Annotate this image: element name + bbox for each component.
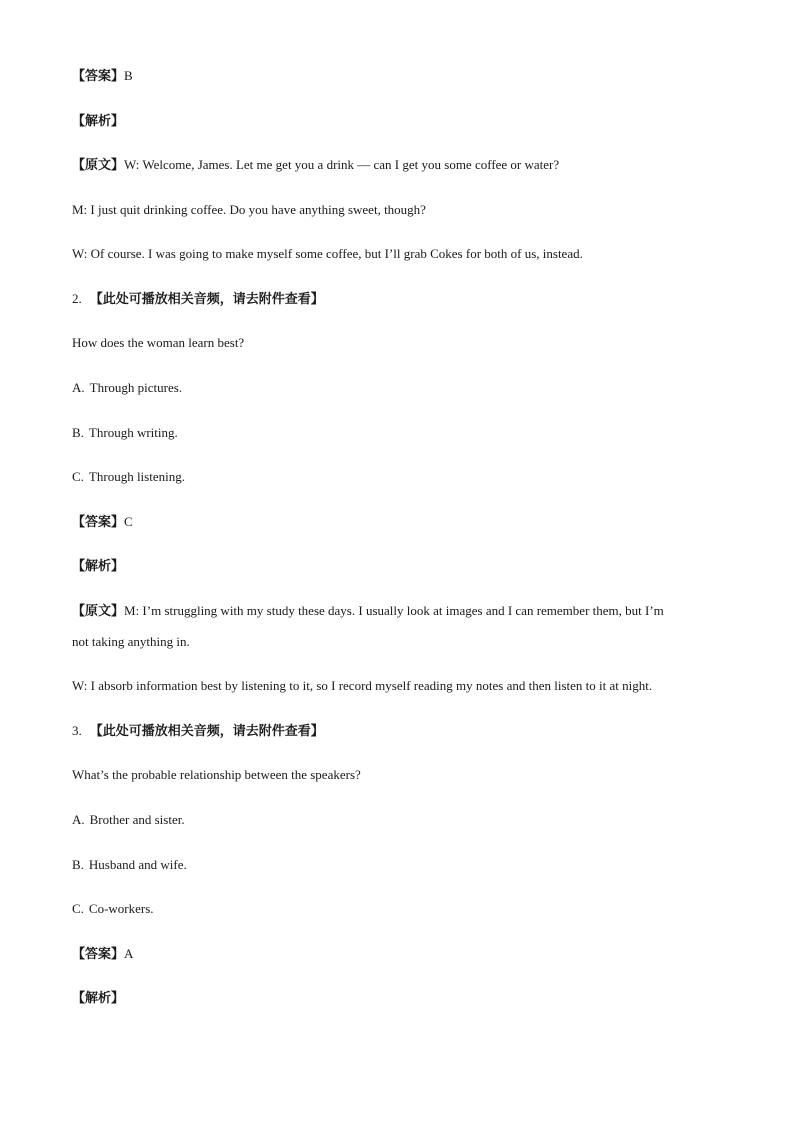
q3-option-b-text: Husband and wife.	[88, 857, 187, 872]
q2-original-text-3: W: I absorb information best by listening to it, so I record myself reading my notes and then listen to it at night.	[72, 678, 653, 693]
q2-answer-line	[72, 514, 732, 531]
q2-option-a-text: Through pictures.	[89, 380, 183, 395]
answer-label: 【答案】	[72, 515, 125, 530]
q2-number: 2.	[72, 291, 82, 306]
q3-option-a	[72, 812, 732, 828]
q2-answer-value: C	[124, 514, 133, 529]
q1-original-line-3	[72, 246, 732, 262]
original-label: 【原文】	[72, 604, 125, 619]
q1-original-line-2	[72, 202, 732, 218]
q1-answer-line	[72, 68, 732, 85]
q3-analysis-line	[72, 990, 732, 1007]
q2-option-c-text: Through listening.	[88, 469, 185, 484]
q2-option-c-letter: C.	[72, 469, 84, 484]
q3-question-text: What’s the probable relationship between the speakers?	[72, 767, 361, 782]
q1-original-text-2: M: I just quit drinking coffee. Do you have anything sweet, though?	[72, 202, 426, 217]
q3-number: 3.	[72, 723, 82, 738]
q2-option-b-text: Through writing.	[88, 425, 178, 440]
q2-original-text-1: M: I’m struggling with my study these days. I usually look at images and I can remember them, but I’m	[124, 603, 664, 618]
q3-option-b	[72, 857, 732, 873]
analysis-label: 【解析】	[72, 991, 125, 1006]
analysis-label: 【解析】	[72, 114, 125, 129]
q1-analysis-line	[72, 113, 732, 130]
q2-analysis-line	[72, 558, 732, 575]
q3-option-b-letter: B.	[72, 857, 84, 872]
q2-original-text-2: not taking anything in.	[72, 634, 190, 649]
q3-option-a-text: Brother and sister.	[89, 812, 185, 827]
q2-question-text: How does the woman learn best?	[72, 335, 245, 350]
q2-original-line-2	[72, 634, 732, 650]
q3-option-a-letter: A.	[72, 812, 85, 827]
answer-label: 【答案】	[72, 69, 125, 84]
q3-answer-value: A	[124, 946, 134, 961]
analysis-label: 【解析】	[72, 559, 125, 574]
q2-original-line-1	[72, 603, 732, 620]
q2-option-c	[72, 469, 732, 485]
q3-option-c-letter: C.	[72, 901, 84, 916]
q2-header-line	[72, 291, 732, 308]
q2-option-a	[72, 380, 732, 396]
q1-original-line-1	[72, 157, 732, 174]
q2-question	[72, 335, 732, 351]
original-label: 【原文】	[72, 158, 125, 173]
q3-audio-note: 【此处可播放相关音频，请去附件查看】	[89, 724, 324, 739]
q3-header-line	[72, 723, 732, 740]
q3-answer-line	[72, 946, 732, 963]
q1-original-text-1: W: Welcome, James. Let me get you a drink — can I get you some coffee or water?	[124, 157, 560, 172]
q1-original-text-3: W: Of course. I was going to make myself some coffee, but I’ll grab Cokes for both of us, instead.	[72, 246, 583, 261]
q2-original-line-3	[72, 678, 732, 694]
q3-option-c	[72, 901, 732, 917]
q2-option-b	[72, 425, 732, 441]
answer-label: 【答案】	[72, 947, 125, 962]
q2-audio-note: 【此处可播放相关音频，请去附件查看】	[89, 292, 324, 307]
q2-option-b-letter: B.	[72, 425, 84, 440]
q1-answer-value: B	[124, 68, 133, 83]
q3-question	[72, 767, 732, 783]
q2-option-a-letter: A.	[72, 380, 85, 395]
q3-option-c-text: Co-workers.	[88, 901, 154, 916]
